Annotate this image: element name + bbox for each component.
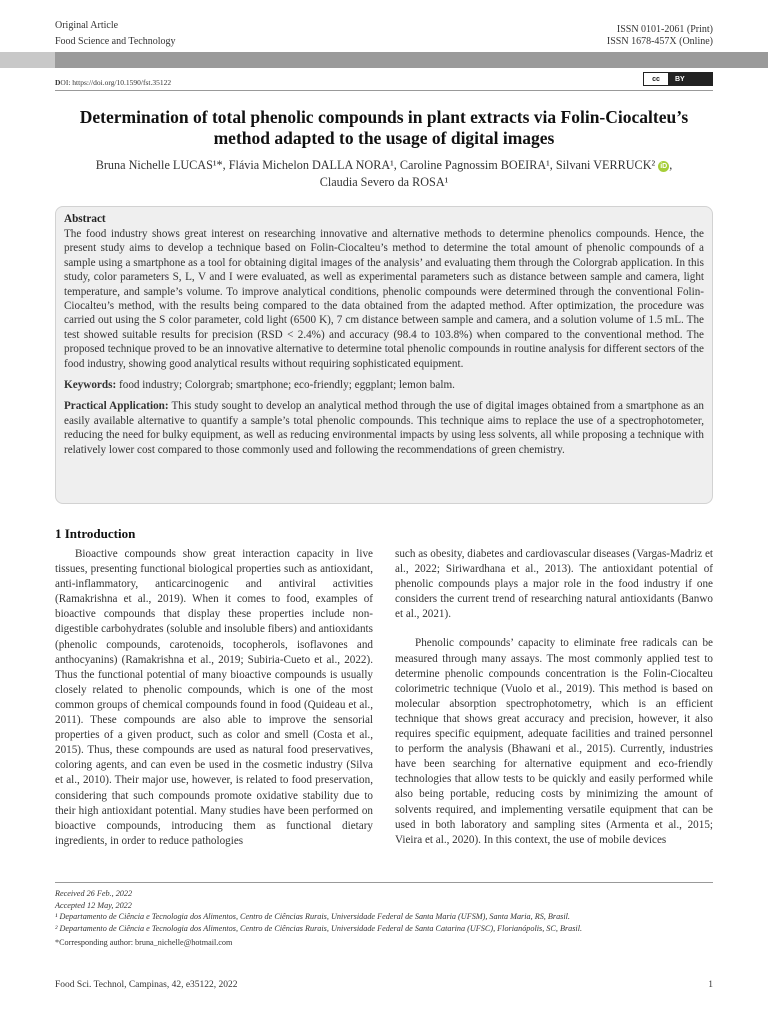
keywords-label: Keywords: <box>64 379 117 392</box>
issn-online: ISSN 1678-457X (Online) <box>606 36 713 47</box>
footnote-divider <box>55 882 713 883</box>
doi-label-initial: D <box>55 78 61 87</box>
abstract-heading: Abstract <box>64 213 106 225</box>
abstract-text: The food industry shows great interest on researching innovative and alternative methods to determine phenolics compounds. Hence, the present study aims to develop a technique based on Folin-Ciocalteu’s method to determine the total amount of phenolic compounds of a sample using a smartphone as a tool for obtaining digital images of the analysis’ and evaluating them through the Colorgrab application. In this study, color parameters S, L, V and I were evaluated, as well as experimental parameters such as distance between sample and camera, light temperature, and sample’s volume. To improve analytical conditions, phenolic compounds were determined through the conventional Folin-Ciocalteu’s method, with the results being compared to the data obtained from the adapted method. After optimization, the procedure was carried out using the S color parameter, cold light (6500 K), 7 cm distance between sample and camera, and a solution volume of 1.5 mL. The test showed suitable results for precision (RSD < 2.4%) and accuracy (98.4 to 103.8%) when compared to the conventional method. The proposed technique proved to be an innovative alternative to determine total phenolic compounds in routine analysis for different sectors of the food industry, showing good analytical results without requiring sophisticated equipment. <box>64 228 704 370</box>
cc-icon: cc <box>643 72 669 86</box>
keywords-text: food industry; Colorgrab; smartphone; eco-friendly; eggplant; lemon balm. <box>119 379 455 392</box>
practical-application-text: This study sought to develop an analytical method through the use of digital images obtained from a smartphone as an easily available alternative to quantify a sample’s total phenolic compounds. This technique aims to replace the use of a spectrophotometer, reducing the need for bulky equipment, as well as reducing environmental impacts by using less solvents, all while proposing a technique with relatively lower cost compared to those commonly used and following the recommendations of green chemistry. <box>64 400 704 456</box>
abstract-box <box>55 206 713 504</box>
keywords <box>64 378 704 392</box>
header-band-light <box>0 52 55 68</box>
article-title: Determination of total phenolic compounds in plant extracts via Folin-Ciocalteu’s method adapted to the usage of digital images <box>79 107 689 148</box>
doi-line[interactable] <box>55 78 171 87</box>
orcid-icon[interactable]: iD <box>660 162 668 170</box>
cc-license-badge[interactable] <box>643 72 713 86</box>
practical-application <box>64 399 704 457</box>
received-date: Received 26 Feb., 2022 <box>55 889 133 898</box>
cc-by-label: BY <box>675 75 685 83</box>
intro-paragraph-1: Bioactive compounds show great interaction capacity in live tissues, presenting functional biological properties such as antioxidant, anti-inflammatory, anticarcinogenic and antiviral activities (Ramakrishna et al., 2019). When it comes to food, examples of bioactive compounds that display these properties include non-digestible carbohydrates (soluble and insoluble fibers) and antioxidants (phenolic compounds, carotenoids, tocopherols, isoflavones and anthocyanins) (Ramakrishna et al., 2019; Subiria-Cueto et al., 2022). Thus the functional potential of many bioactive compounds is usually closely related to phenolic compounds, which is one of the most common groups of chemical compounds found in food (Quideau et al., 2011). These compounds are also able to improve the sensorial properties of a given product, such as color and smell (Costa et al., 2015). Thus, these compounds are used as natural food preservatives, coloring agents, and can even be used in the cosmetic industry (Silva et al., 2010). Their major use, however, is related to food preservation, considering that such compounds promote oxidative stability due to their high antioxidant potential. Many studies have been performed on bioactive compounds, introducing them as functional dietary ingredients, in order to reduce pathologies <box>55 548 373 847</box>
running-header-right <box>607 24 713 48</box>
section-heading-introduction: 1 Introduction <box>55 526 136 541</box>
header-band <box>55 52 768 68</box>
text-column-left <box>55 547 373 849</box>
authors-line-1: Bruna Nichelle LUCAS¹*, Flávia Michelon DALLA NORA¹, Caroline Pagnossim BOEIRA¹, Silvani VERRUCK² <box>95 158 656 172</box>
article-type: Original Article <box>55 20 119 31</box>
issn-print: ISSN 0101-2061 (Print) <box>616 24 713 35</box>
doi-link[interactable]: OI: https://doi.org/10.1590/fst.35122 <box>60 78 172 87</box>
authors-line-1-end: , <box>669 158 673 172</box>
author-list <box>55 157 713 191</box>
header-divider <box>55 90 713 91</box>
affiliation-2: ² Departamento de Ciência e Tecnologia dos Alimentos, Centro de Ciências Rurais, Universidade Federal de Santa Catarina (UFSC), Florianópolis, SC, Brasil. <box>55 923 583 933</box>
accepted-date: Accepted 12 May, 2022 <box>55 900 132 910</box>
authors-line-2: Claudia Severo da ROSA¹ <box>319 175 449 189</box>
intro-paragraph-1-cont: such as obesity, diabetes and cardiovascular diseases (Vargas-Madriz et al., 2022; Siriwardhana et al., 2013). The antioxidant potential of phenolic compounds plays a major role in the food industry if one considers the current trend of researching natural antioxidants (Banwo et al., 2021). <box>395 548 714 621</box>
footer-citation: Food Sci. Technol, Campinas, 42, e35122, 2022 <box>55 980 238 990</box>
journal-name: Food Science and Technology <box>55 36 176 47</box>
footnotes <box>55 888 582 949</box>
running-header-left <box>55 18 175 50</box>
page-number: 1 <box>708 980 713 990</box>
practical-application-label: Practical Application: <box>64 400 169 413</box>
intro-paragraph-2: Phenolic compounds’ capacity to eliminate free radicals can be measured through many assays. The most commonly applied test to determine phenolic compounds concentration is the Folin-Ciocalteu colorimetric technique (Vuolo et al., 2019). This method is based on molecular absorption spectrophotometry, which is an efficient technique that shows great accuracy and precision, however, it also requires specific equipment, adequate facilities and trained personnel to perform the analysis (Bhawani et al., 2015). Currently, industries have been searching for alternative equipment and eco-friendly technologies that allow tests to be quickly and easily performed while also being portable, reducing costs by minimizing the amount of solvents required, and implementing versatile equipment that can be used in both laboratory and sampling sites (Armenta et al., 2015; Vieira et al., 2020). In this context, the use of mobile devices <box>395 637 713 846</box>
corresponding-author[interactable]: *Corresponding author: bruna_nichelle@hotmail.com <box>55 938 233 947</box>
affiliation-1: ¹ Departamento de Ciência e Tecnologia dos Alimentos, Centro de Ciências Rurais, Universidade Federal de Santa Maria (UFSM), Santa Maria, RS, Brasil. <box>55 912 570 921</box>
text-column-right <box>395 547 713 848</box>
